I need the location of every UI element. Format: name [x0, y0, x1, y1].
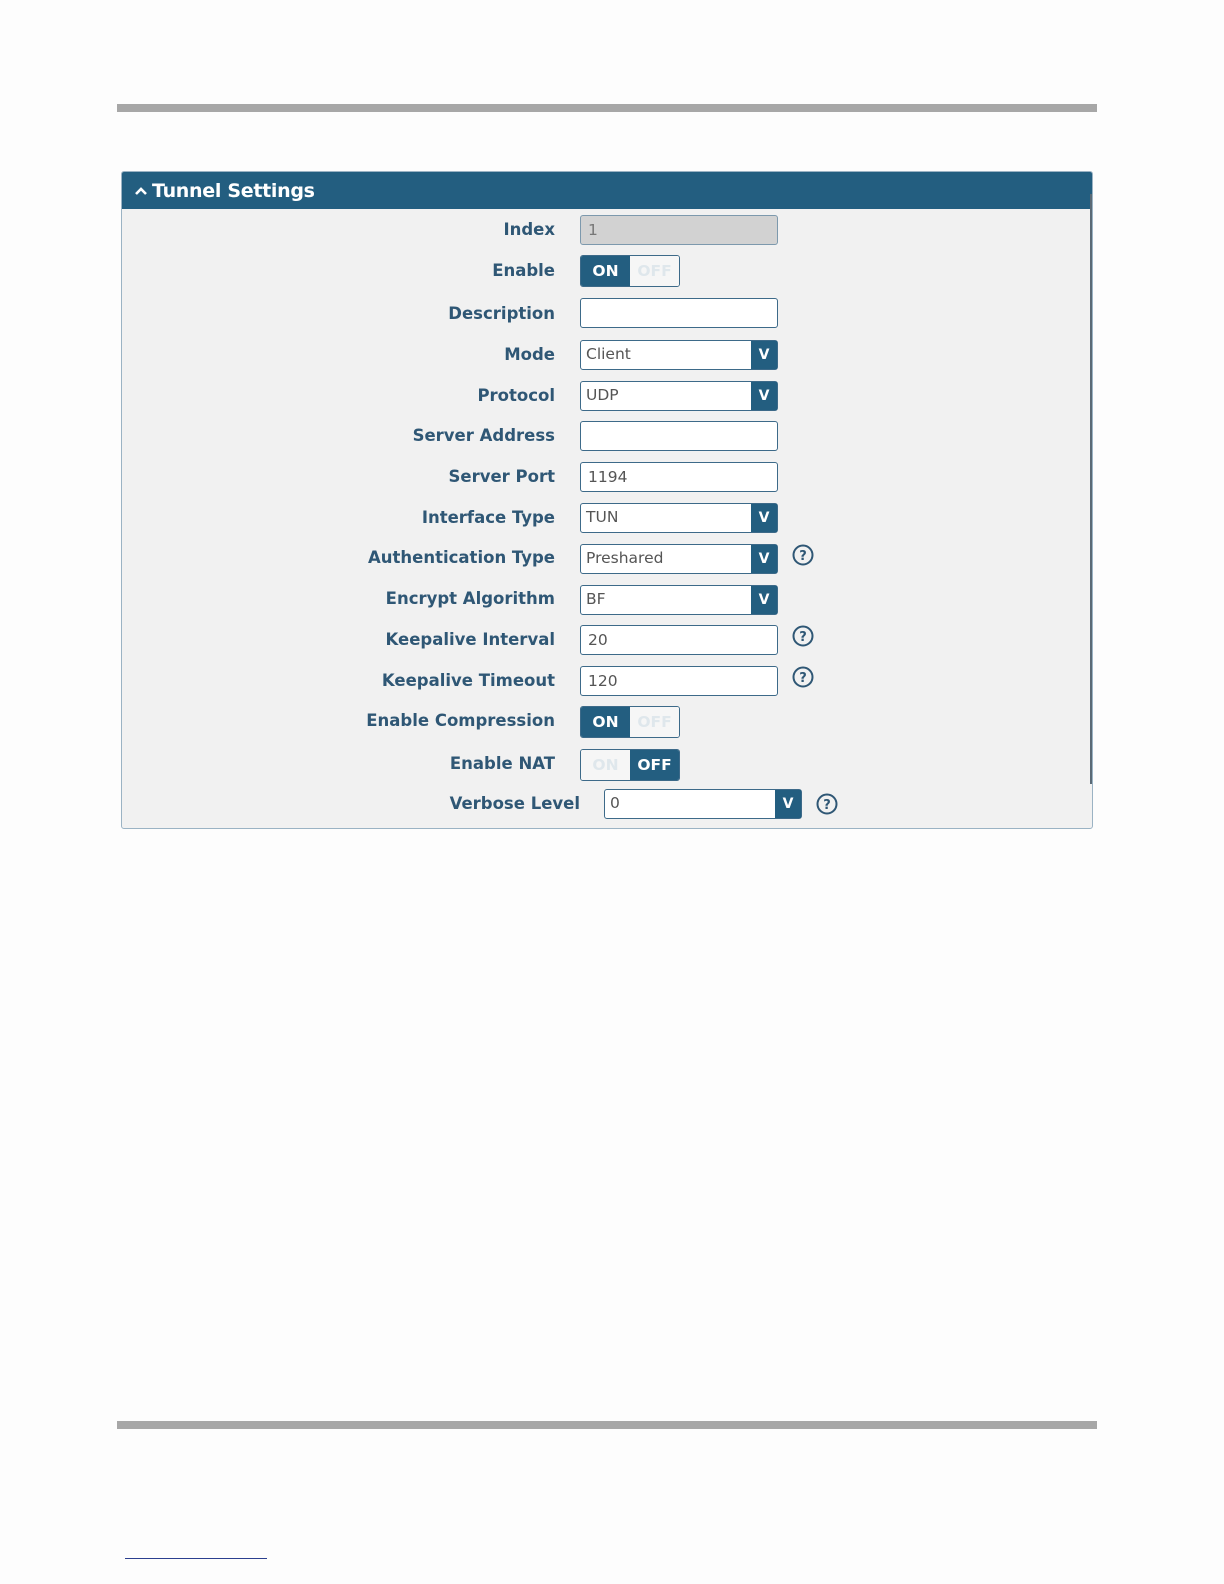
mode-label: Mode — [504, 345, 555, 364]
enable-toggle[interactable] — [580, 255, 680, 287]
interface-type-label: Interface Type — [421, 508, 555, 527]
row-description — [115, 298, 555, 330]
protocol-value: UDP — [586, 386, 619, 404]
footer-link-underline — [125, 1558, 267, 1559]
enable-nat-label: Enable NAT — [449, 754, 555, 773]
svg-text:?: ? — [799, 630, 807, 645]
row-encrypt-algorithm — [115, 583, 555, 615]
enable-compression-off[interactable]: OFF — [630, 707, 679, 737]
keepalive-timeout-label: Keepalive Timeout — [381, 671, 555, 690]
row-verbose-level — [140, 788, 580, 820]
help-icon[interactable] — [792, 625, 814, 647]
panel-title: Tunnel Settings — [152, 179, 315, 202]
footer-rule — [117, 1421, 1097, 1429]
auth-type-select[interactable] — [580, 544, 778, 574]
encrypt-algorithm-value: BF — [586, 590, 606, 608]
encrypt-algorithm-select[interactable] — [580, 585, 778, 615]
keepalive-timeout-input[interactable] — [580, 666, 778, 696]
protocol-label: Protocol — [477, 386, 555, 405]
row-auth-type — [115, 542, 555, 574]
protocol-select[interactable] — [580, 381, 778, 411]
panel-header[interactable] — [122, 172, 1092, 209]
index-label: Index — [503, 220, 555, 239]
chevron-down-icon[interactable]: V — [751, 382, 777, 410]
help-icon[interactable] — [792, 666, 814, 688]
chevron-up-icon[interactable] — [130, 172, 152, 209]
row-enable-compression — [115, 705, 555, 737]
row-keepalive-timeout — [115, 665, 555, 697]
enable-on[interactable]: ON — [581, 256, 630, 286]
row-index — [115, 214, 555, 246]
mode-select[interactable] — [580, 340, 778, 370]
row-server-address — [115, 420, 555, 452]
svg-text:?: ? — [799, 671, 807, 686]
header-rule — [117, 104, 1097, 112]
enable-label: Enable — [492, 261, 555, 280]
row-interface-type — [115, 502, 555, 534]
chevron-down-icon[interactable]: V — [751, 586, 777, 614]
scrollbar[interactable] — [1090, 194, 1092, 784]
interface-type-value: TUN — [586, 508, 619, 526]
description-label: Description — [448, 304, 555, 323]
enable-nat-toggle[interactable] — [580, 749, 680, 781]
interface-type-select[interactable] — [580, 503, 778, 533]
svg-text:?: ? — [823, 798, 831, 813]
enable-nat-off[interactable]: OFF — [630, 750, 679, 780]
verbose-level-select[interactable] — [604, 789, 802, 819]
server-port-label: Server Port — [448, 467, 555, 486]
encrypt-algorithm-label: Encrypt Algorithm — [385, 589, 555, 608]
enable-nat-on[interactable]: ON — [581, 750, 630, 780]
row-protocol — [115, 380, 555, 412]
chevron-down-icon[interactable]: V — [751, 341, 777, 369]
keepalive-interval-label: Keepalive Interval — [385, 630, 555, 649]
row-server-port — [115, 461, 555, 493]
row-enable — [115, 255, 555, 287]
auth-type-label: Authentication Type — [368, 548, 555, 567]
enable-off[interactable]: OFF — [630, 256, 679, 286]
svg-text:?: ? — [799, 549, 807, 564]
row-keepalive-interval — [115, 624, 555, 656]
server-address-label: Server Address — [412, 426, 555, 445]
server-port-input[interactable] — [580, 462, 778, 492]
row-mode — [115, 339, 555, 371]
index-input — [580, 215, 778, 245]
enable-compression-label: Enable Compression — [366, 711, 555, 730]
keepalive-interval-input[interactable] — [580, 625, 778, 655]
chevron-down-icon[interactable]: V — [751, 504, 777, 532]
auth-type-value: Preshared — [586, 549, 664, 567]
verbose-level-label: Verbose Level — [449, 794, 580, 813]
help-icon[interactable] — [792, 544, 814, 566]
enable-compression-on[interactable]: ON — [581, 707, 630, 737]
chevron-down-icon[interactable]: V — [775, 790, 801, 818]
enable-compression-toggle[interactable] — [580, 706, 680, 738]
description-input[interactable] — [580, 298, 778, 328]
help-icon[interactable] — [816, 793, 838, 815]
server-address-input[interactable] — [580, 421, 778, 451]
mode-value: Client — [586, 345, 631, 363]
row-enable-nat — [115, 748, 555, 780]
chevron-down-icon[interactable]: V — [751, 545, 777, 573]
verbose-level-value: 0 — [610, 794, 620, 812]
